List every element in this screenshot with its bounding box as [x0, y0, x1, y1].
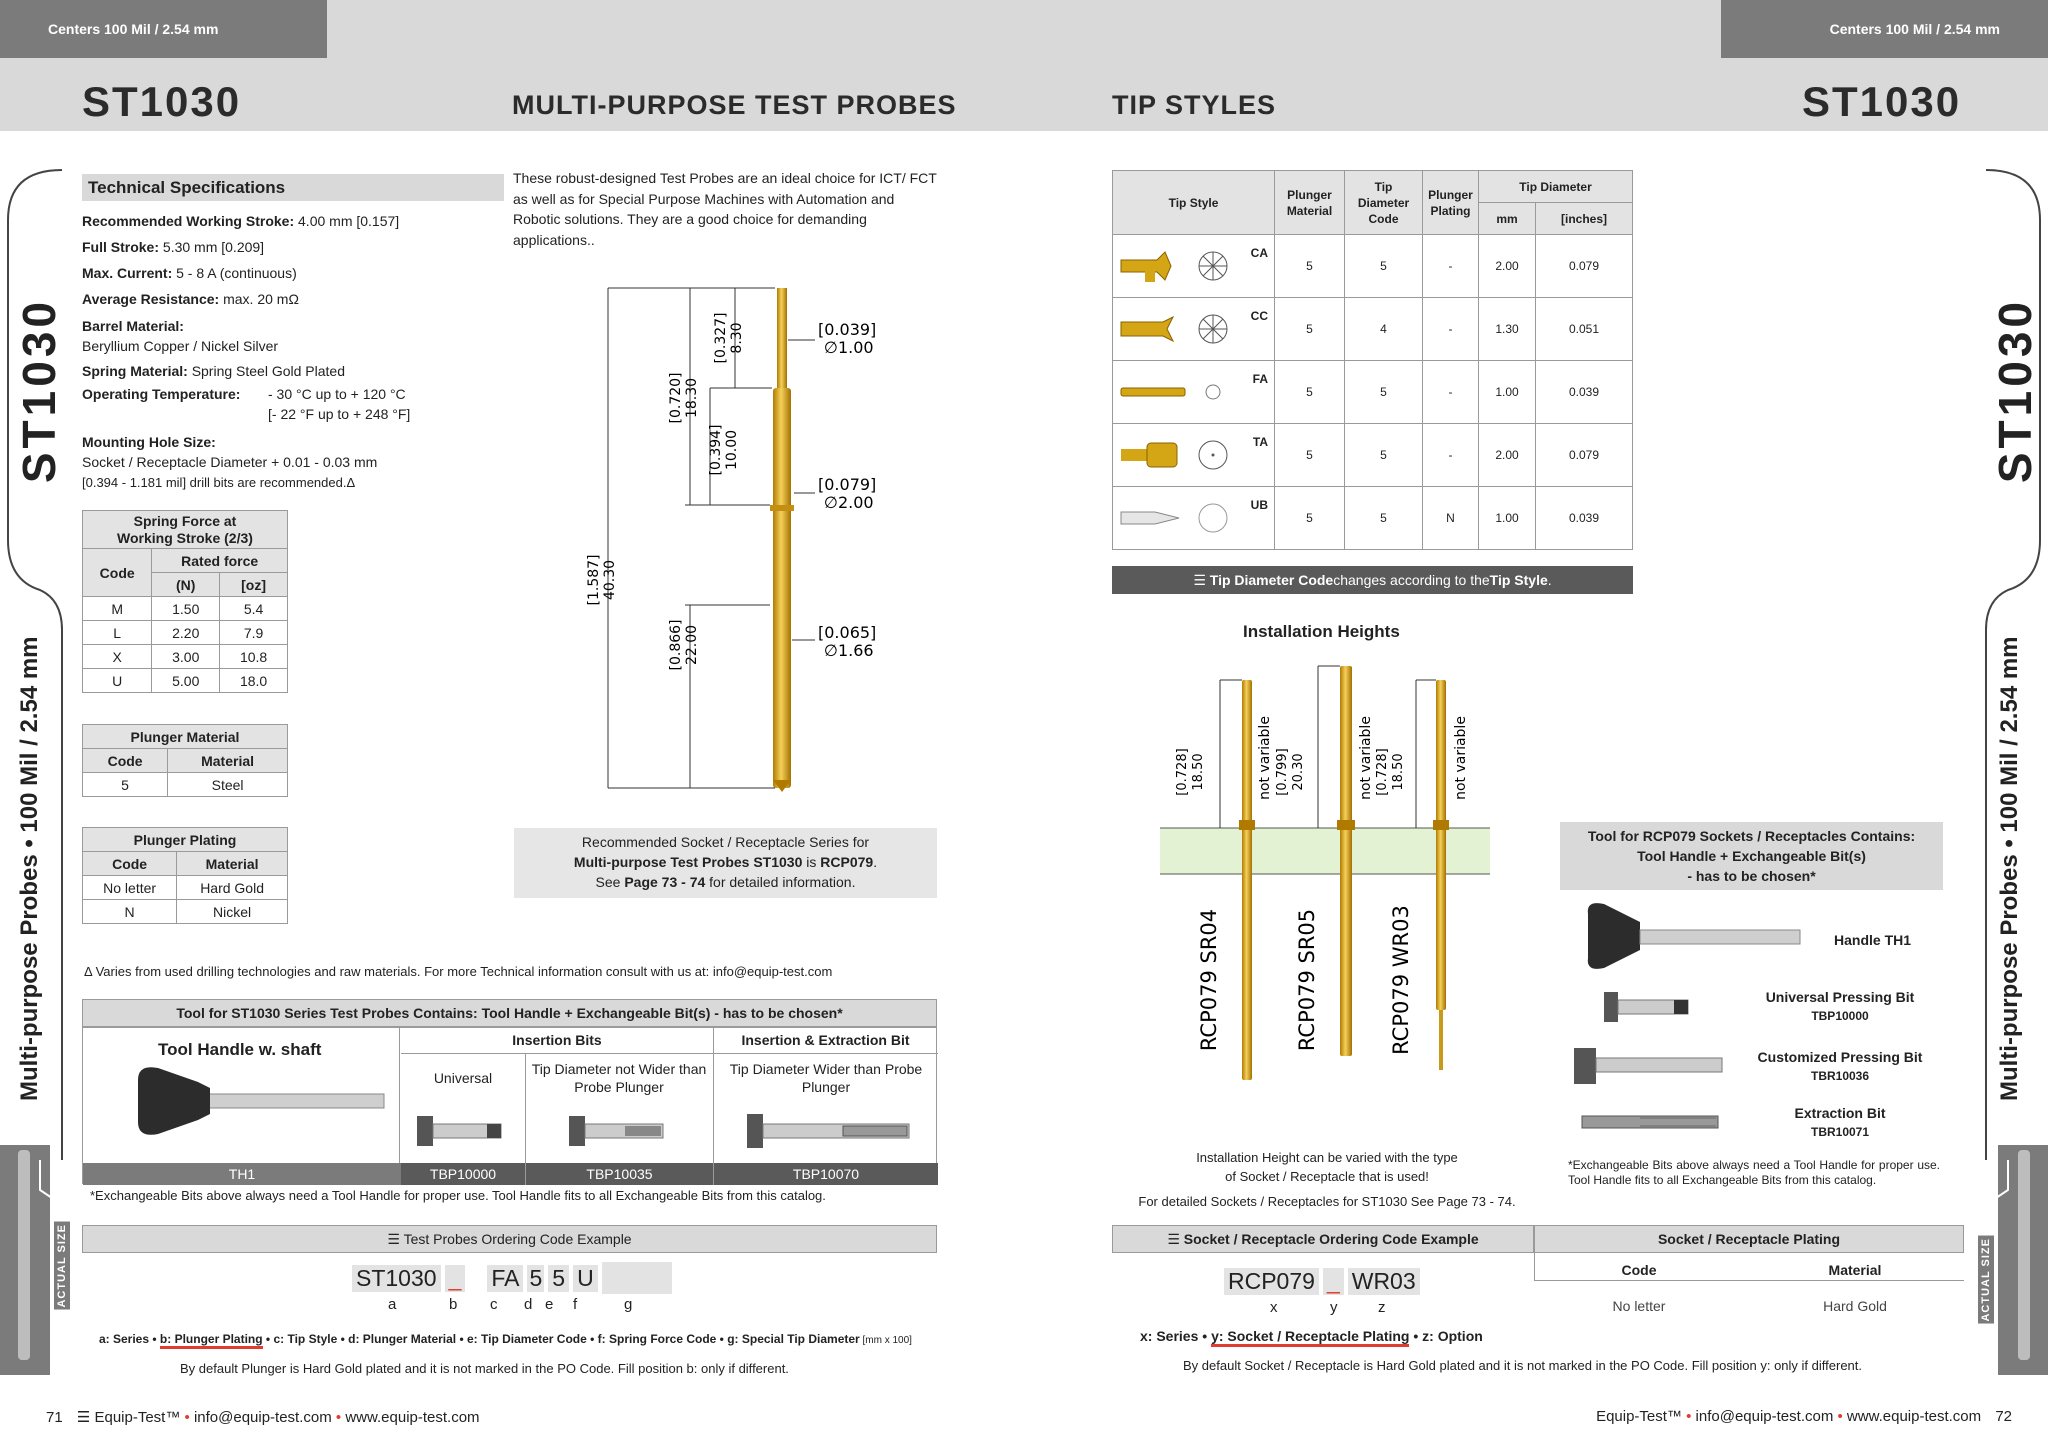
table-row: X 3.00 10.8: [83, 645, 288, 669]
side-label-right: Multi-purpose Probes • 100 Mil / 2.54 mm: [1996, 636, 2023, 1102]
letter-x: x: [1270, 1299, 1278, 1316]
footer-web-left[interactable]: www.equip-test.com: [345, 1409, 480, 1426]
dim-d3: [0.065]: [818, 623, 877, 642]
centers-label: Centers 100 Mil / 2.54 mm: [1829, 21, 2000, 37]
dim-d1: [0.039]: [818, 320, 877, 339]
tip-cc-icon: [1117, 309, 1243, 349]
dim-d2b: ∅2.00: [824, 493, 874, 512]
table-row: TA 5 5 - 2.00 0.079: [1113, 424, 1633, 487]
table-row: UB 5 5 N 1.00 0.039: [1113, 487, 1633, 550]
extraction-bit-label: Insertion & Extraction Bit: [741, 1032, 910, 1048]
side-code-left: ST1030: [13, 298, 65, 484]
spring-force-table: Spring Force at Working Stroke (2/3) Code Rated force (N) [oz] M 1.50 5.4 L 2.20 7.9 X 3.00 10.8 U 5.00 18.0: [82, 510, 288, 693]
dim-d3b: ∅1.66: [824, 641, 874, 660]
tip-ub-icon: [1117, 498, 1243, 538]
ordering-left-bar: ☰ Test Probes Ordering Code Example: [82, 1225, 937, 1253]
spec-stroke: Recommended Working Stroke: 4.00 mm [0.157]: [82, 213, 400, 229]
letter-g: g: [624, 1296, 633, 1313]
insertion-bits-label: Insertion Bits: [512, 1032, 602, 1048]
code-part-a: ST1030: [352, 1265, 441, 1292]
extraction-bit: Extraction Bit TBR10071: [1794, 1105, 1886, 1139]
letter-y: y: [1330, 1299, 1338, 1316]
tool-right-title: Tool for RCP079 Sockets / Receptacles Contains: Tool Handle + Exchangeable Bit(s) - has to be chosen*: [1560, 822, 1943, 890]
footer-email-left[interactable]: info@equip-test.com: [193, 1409, 332, 1426]
tip-note-bar: ☰ Tip Diameter Code changes according to the Tip Style .: [1112, 566, 1633, 594]
code-part-g: [602, 1262, 672, 1294]
centers-label: Centers 100 Mil / 2.54 mm: [48, 21, 219, 37]
spec-resistance: Average Resistance: max. 20 mΩ: [82, 291, 299, 307]
plunger-material-table: Plunger Material Code Material 5 Steel: [82, 724, 288, 797]
tip-ta-icon: [1117, 435, 1243, 475]
page-number-right: 72: [1995, 1408, 2012, 1425]
universal-pressing-bit: Universal Pressing Bit TBP10000: [1765, 989, 1915, 1023]
footer-left: 71 ☰ Equip-Test™ • info@equip-test.com • www.equip-test.com: [46, 1409, 480, 1426]
ordering-left-legend: a: Series • b: Plunger Plating • c: Tip Style • d: Plunger Material • e: Tip Diameter Code • f: Spring Force Code • g: Special Tip Diameter [mm x 100]: [99, 1332, 939, 1346]
ordering-right-bar: ☰ Socket / Receptacle Ordering Code Example: [1112, 1225, 1534, 1253]
not-variable-2: not variable: [1358, 716, 1374, 800]
dim-l3b: 10.00: [724, 429, 740, 471]
ordering-left-code: [352, 1262, 672, 1294]
dim-d2: [0.079]: [818, 475, 877, 494]
spec-temp: Operating Temperature: - 30 °C up to + 120 °C [- 22 °F up to + 248 °F]: [82, 386, 411, 422]
handle-th1-image: [1580, 898, 1810, 978]
socket-label-sr05: RCP079 SR05: [1295, 908, 1319, 1052]
install-dim-2b: 20.30: [1291, 753, 1306, 791]
table-row: FA 5 5 - 1.00 0.039: [1113, 361, 1633, 424]
install-dim-3b: 18.50: [1391, 753, 1406, 791]
wider-label: Tip Diameter Wider than Probe Plunger: [729, 1061, 923, 1095]
extraction-bit-image: [1580, 1112, 1720, 1132]
tool-left-note: *Exchangeable Bits above always need a Tool Handle for proper use. Tool Handle fits to all Exchangeable Bits from this catalog.: [90, 1188, 826, 1203]
universal-pressing-bit-image: [1600, 988, 1700, 1028]
letter-c: c: [490, 1296, 498, 1313]
install-dim-1b: 18.50: [1191, 753, 1206, 791]
code-part-c: FA: [487, 1265, 523, 1292]
table-row: No letter Hard Gold: [83, 876, 288, 900]
code-part-d: 5: [529, 1264, 543, 1291]
table-row: 5 Steel: [83, 773, 288, 797]
install-dim-3: [0.728]: [1375, 748, 1390, 796]
universal-label: Universal: [433, 1070, 493, 1086]
code-part-b: _: [445, 1265, 466, 1292]
ordering-right-default: By default Socket / Receptacle is Hard Gold plated and it is not marked in the PO Code. Fill position y: only if different.: [1183, 1358, 1862, 1373]
table-row: N Nickel: [83, 900, 288, 924]
code-part-y: _: [1323, 1268, 1344, 1295]
not-variable-3: not variable: [1453, 716, 1469, 800]
series-code-right: ST1030: [1802, 78, 1962, 125]
handle-th1-label: Handle TH1: [1834, 932, 1912, 948]
dim-l4b: 40.30: [602, 559, 618, 601]
code-part-z: WR03: [1348, 1268, 1420, 1295]
page-number-left: 71: [46, 1409, 63, 1426]
plunger-plating-table: Plunger Plating Code Material No letter Hard Gold N Nickel: [82, 827, 288, 924]
spec-full-stroke: Full Stroke: 5.30 mm [0.209]: [82, 239, 265, 255]
code-part-e: 5: [548, 1265, 569, 1292]
tool-left-bar: Tool for ST1030 Series Test Probes Contains: Tool Handle + Exchangeable Bit(s) - has to be chosen*: [82, 999, 937, 1027]
not-wider-bit-image: [565, 1110, 675, 1154]
table-row: CC 5 4 - 1.30 0.051: [1113, 298, 1633, 361]
plating-code-value: No letter: [1612, 1298, 1666, 1314]
plating-code-header: Code: [1621, 1262, 1657, 1278]
tip-ca-icon: [1117, 246, 1243, 286]
code-tbp10035: TBP10035: [526, 1163, 713, 1185]
code-tbp10070: TBP10070: [714, 1163, 938, 1185]
footer-right: Equip-Test™ • info@equip-test.com • www.equip-test.com 72: [1596, 1408, 2012, 1425]
tool-left-box: [82, 1027, 937, 1184]
footer-email-right[interactable]: info@equip-test.com: [1695, 1408, 1834, 1425]
letter-e: e: [545, 1296, 554, 1313]
ordering-right-code: [1224, 1265, 1420, 1297]
dim-l1: [0.327]: [713, 312, 729, 364]
wider-bit-image: [743, 1110, 913, 1154]
dim-l5b: 22.00: [684, 624, 700, 666]
code-part-x: RCP079: [1224, 1268, 1319, 1295]
universal-bit-image: [413, 1110, 513, 1154]
install-title: Installation Heights: [1243, 622, 1400, 641]
dim-l4: [1.587]: [586, 554, 602, 606]
code-th1: TH1: [83, 1163, 401, 1185]
centers-tab-left: [0, 0, 327, 58]
not-wider-label: Tip Diameter not Wider than Probe Plunger: [531, 1061, 707, 1095]
actual-size-right: ACTUAL SIZE: [1980, 1238, 1992, 1322]
intro-text: These robust-designed Test Probes are an ideal choice for ICT/ FCT as well as for Special Purpose Machines with Automation and Robotic solutions. They are a good choice for demanding applications..: [513, 170, 937, 248]
plating-bar: Socket / Receptacle Plating: [1534, 1225, 1964, 1253]
ordering-left-default: By default Plunger is Hard Gold plated and it is not marked in the PO Code. Fill position b: only if different.: [180, 1361, 789, 1376]
series-code-left: ST1030: [82, 78, 242, 125]
tool-handle-title: Tool Handle w. shaft: [158, 1040, 322, 1059]
tip-styles-table: Tip Style Plunger Material Tip Diameter Code Plunger Plating Tip Diameter mm [inches] CA 5 5 - 2.00 0.079 CC 5 4 - 1.30 0.051 FA 5 5 - 1.00 0.039 TA 5 5 - 2.00 0.079 UB 5 5 N 1.00 0.039: [1112, 170, 1633, 550]
socket-label-wr03: RCP079 WR03: [1389, 905, 1413, 1055]
install-dim-2: [0.799]: [1275, 748, 1290, 796]
socket-note: Recommended Socket / Receptacle Series for Multi-purpose Test Probes ST1030 is RCP079. See Page 73 - 74 for detailed information.: [514, 828, 937, 898]
plating-material-value: Hard Gold: [1823, 1298, 1887, 1314]
code-part-f: U: [573, 1265, 598, 1292]
probe-drawing: [560, 280, 890, 800]
side-code-right: ST1030: [1989, 298, 2041, 484]
actual-size-left: ACTUAL SIZE: [56, 1224, 68, 1308]
dim-l3: [0.394]: [708, 424, 724, 476]
customized-pressing-bit-image: [1570, 1046, 1730, 1086]
tool-right-note: *Exchangeable Bits above always need a Tool Handle for proper use. Tool Handle fits to all Exchangeable Bits from this catalog.: [1568, 1158, 1940, 1187]
ordering-right-legend: x: Series • y: Socket / Receptacle Plating • z: Option: [1140, 1328, 1483, 1344]
letter-z: z: [1378, 1299, 1386, 1316]
side-label-left: Multi-purpose Probes • 100 Mil / 2.54 mm: [16, 636, 43, 1102]
install-note: Installation Height can be varied with the type of Socket / Receptacle that is used! For detailed Sockets / Receptacles for ST1030 See Page 73 - 74.: [1138, 1150, 1516, 1209]
plating-material-header: Material: [1828, 1262, 1882, 1278]
centers-tab-right: [1721, 0, 2048, 58]
table-row: L 2.20 7.9: [83, 621, 288, 645]
footnote: Δ Varies from used drilling technologies and raw materials. For more Technical information consult with us at: info@equip-test.com: [84, 964, 833, 979]
table-row: CA 5 5 - 2.00 0.079: [1113, 235, 1633, 298]
dim-l5: [0.866]: [668, 619, 684, 671]
footer-brand-right: Equip-Test™: [1596, 1408, 1682, 1425]
table-row: M 1.50 5.4: [83, 597, 288, 621]
specs-title: Technical Specifications: [82, 174, 504, 201]
page-title-right: TIP STYLES: [1112, 90, 1277, 120]
footer-brand-left: ☰ Equip-Test™: [76, 1409, 181, 1426]
install-diagram: [1160, 660, 1490, 1130]
dim-d1b: ∅1.00: [824, 338, 874, 357]
code-tbp10000: TBP10000: [401, 1163, 525, 1185]
spec-barrel: Barrel Material: Beryllium Copper / Nickel Silver: [82, 318, 279, 354]
spec-spring: Spring Material: Spring Steel Gold Plated: [82, 363, 346, 379]
customized-pressing-bit: Customized Pressing Bit TBR10036: [1757, 1049, 1923, 1083]
spec-current: Max. Current: 5 - 8 A (continuous): [82, 265, 297, 281]
page-title-left: MULTI-PURPOSE TEST PROBES: [512, 90, 957, 120]
letter-b: b: [449, 1296, 458, 1313]
dim-l1b: 8.30: [729, 322, 745, 354]
letter-f: f: [573, 1296, 578, 1313]
socket-label-sr04: RCP079 SR04: [1197, 908, 1221, 1052]
tool-handle-image: [128, 1062, 398, 1142]
tip-fa-icon: [1117, 372, 1243, 412]
spec-hole: Mounting Hole Size: Socket / Receptacle Diameter + 0.01 - 0.03 mm [0.394 - 1.181 mil] drill bits are recommended.Δ: [82, 434, 378, 490]
footer-web-right[interactable]: www.equip-test.com: [1846, 1408, 1982, 1425]
dim-l2b: 18.30: [684, 377, 700, 419]
dim-l2: [0.720]: [668, 372, 684, 424]
letter-a: a: [388, 1296, 397, 1313]
install-dim-1: [0.728]: [1175, 748, 1190, 796]
specs-list: [82, 208, 512, 493]
letter-d: d: [524, 1296, 533, 1313]
table-row: U 5.00 18.0: [83, 669, 288, 693]
not-variable-1: not variable: [1257, 716, 1273, 800]
